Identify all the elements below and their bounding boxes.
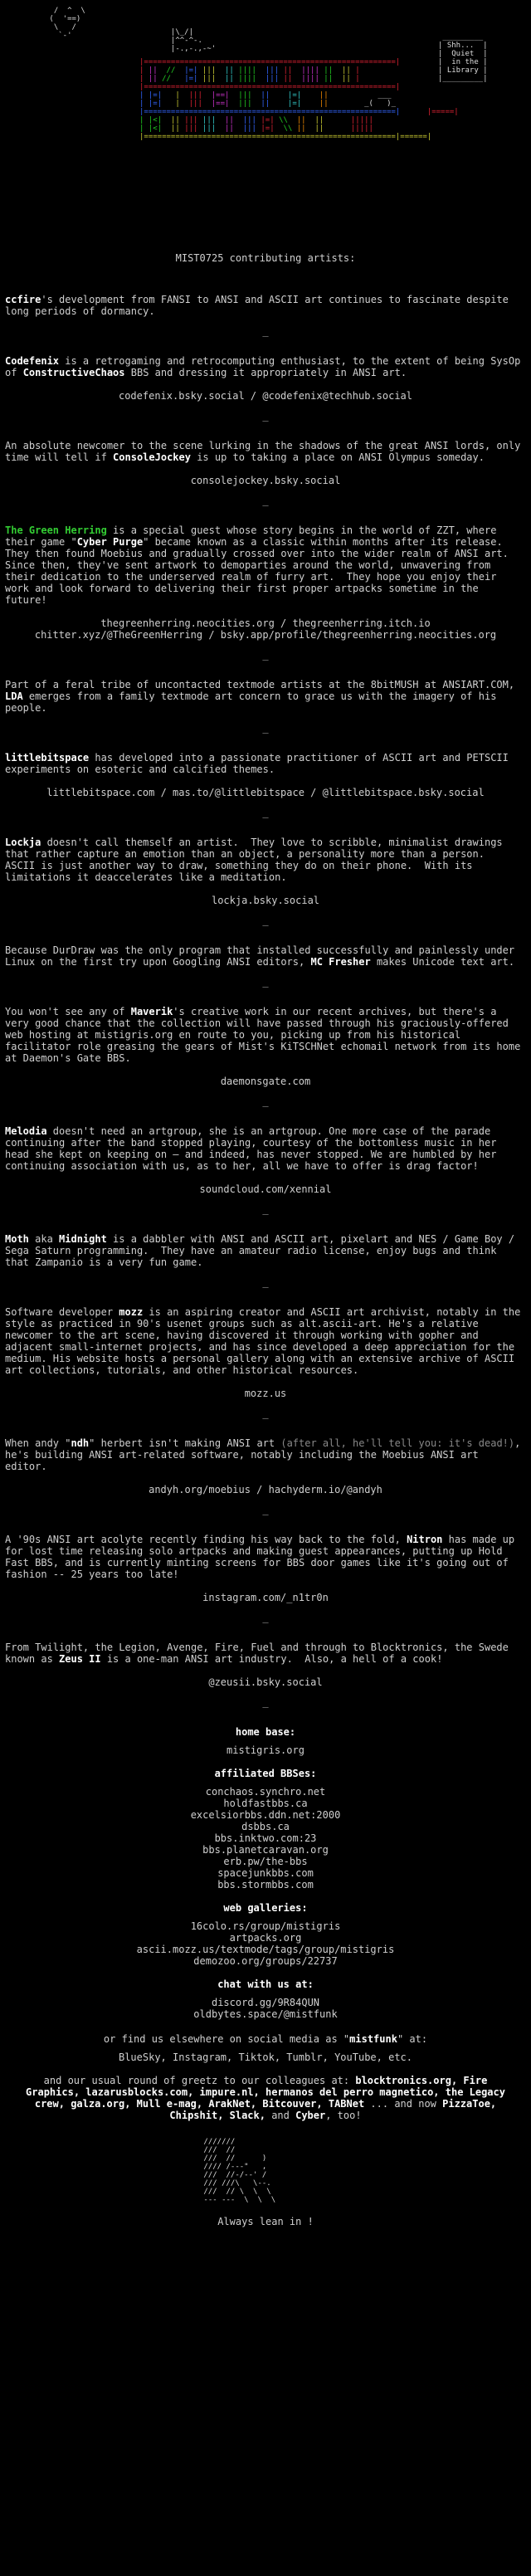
separator: — xyxy=(262,1701,269,1713)
bio-text: doesn't need an artgroup, she is an artgroup. One more case of the parade continuing after the band stopped playing, courtesy of the bottomless music in her head she kept on keeping on — and indeed, has never stopped. We are humbled by her continuing association with us, as to her, all we have to offer is drag factor! xyxy=(5,1125,503,1172)
social-line: or find us elsewhere on social media as "mistfunk" at: xyxy=(103,2033,428,2045)
link-item[interactable]: 16colo.rs/group/mistigris xyxy=(190,1920,341,1932)
home-heading: home base: xyxy=(235,1726,296,1738)
bio-text: emerges from a family textmode art concern to grace us with the imagery of his people. xyxy=(5,690,503,714)
bio-aside: (after all, he'll tell you: it's dead!) xyxy=(280,1437,515,1449)
artist-bio xyxy=(5,1006,526,1064)
link-item[interactable]: dsbbs.ca xyxy=(241,1821,290,1832)
separator: — xyxy=(262,1617,269,1628)
artist-name: Codefenix xyxy=(5,355,60,367)
artist-alias: Midnight xyxy=(59,1233,107,1245)
chat-list xyxy=(0,1997,531,2020)
bbs-heading: affiliated BBSes: xyxy=(214,1768,317,1779)
artist-links xyxy=(5,475,526,486)
bio-text: is a one-man ANSI art industry. Also, a hell of a cook! xyxy=(100,1653,443,1665)
bio-text: is a special guest whose story begins in the world of ZZT, where their game " xyxy=(5,524,503,548)
bio-text: doesn't call themself an artist. They love to scribble, minimalist drawings that rather capture an emotion than an object, a personality more than a person. ASCII is just another way to draw, something they do on their phone. With its limitations it deaccelerates like a meditation. xyxy=(5,837,509,883)
artist-links xyxy=(5,787,526,798)
game-name: Cyber Purge xyxy=(76,536,144,548)
gallery-list xyxy=(0,1920,531,1967)
artist-name: ConsoleJockey xyxy=(113,451,191,463)
artist-name: MC Fresher xyxy=(310,956,371,968)
link-item[interactable]: holdfastbbs.ca xyxy=(223,1798,308,1809)
artist-links xyxy=(5,1484,526,1495)
artist-links xyxy=(5,617,526,641)
artist-bio xyxy=(5,1534,526,1580)
artist-bio xyxy=(5,524,526,606)
artist-bio xyxy=(5,1233,526,1268)
artist-bio xyxy=(5,1437,526,1472)
separator: — xyxy=(262,920,269,931)
artist-name: ndh xyxy=(71,1437,90,1449)
artist-links xyxy=(5,1676,526,1688)
bio-text: " became known as a classic within months after its release. They then found Moebius and gradually crossed over into the wider realm of ANSI art. Since then, they've sent artwork to demoparties around the world, unwavering from their dedication to the underserved realm of furry art. They hope you enjoy their work and look forward to delivering their first proper artpacks sometime in the future! xyxy=(5,536,521,606)
separator: — xyxy=(262,500,269,511)
artist-name: Zeus II xyxy=(59,1653,101,1665)
bio-text: , he's building ANSI art-related software, notably including the Moebius ANSI art editor. xyxy=(5,1437,527,1472)
artist-bio xyxy=(5,837,526,883)
separator: — xyxy=(262,654,269,666)
artist-bio xyxy=(5,355,526,378)
link-item[interactable]: bbs.planetcaravan.org xyxy=(202,1844,329,1856)
separator: — xyxy=(262,1208,269,1220)
artist-link[interactable]: thegreenherring.neocities.org / thegreenherring.itch.io xyxy=(100,617,431,629)
owl-art: / ^ \ ( '==) \ / `-' xyxy=(49,7,85,40)
artist-bio xyxy=(5,1306,526,1376)
artist-name: LDA xyxy=(5,690,23,702)
link-item[interactable]: erb.pw/the-bbs xyxy=(223,1856,308,1867)
artist-name: Moth xyxy=(5,1233,29,1245)
artist-links xyxy=(5,895,526,906)
link-item[interactable]: spacejunkbbs.com xyxy=(217,1867,314,1879)
link-item[interactable]: discord.gg/9R84QUN xyxy=(211,1997,320,2008)
separator: — xyxy=(262,1509,269,1520)
bio-text: has developed into a passionate practitioner of ASCII art and PETSCII experiments on esoteric and calcified themes. xyxy=(5,752,515,775)
bio-text: is an aspiring creator and ASCII art archivist, notably in the style as practiced in 90's usenet groups such as alt.ascii-art. He's a relative newcomer to the art scene, having discovered it through working with gopher and adjacent small-internet projects, and has since developed a deep appreciation for the medium. His website hosts a personal gallery along with an extensive archive of ASCII art collections, tutorials, and other historical resources. xyxy=(5,1306,527,1376)
artist-link[interactable]: consolejockey.bsky.social xyxy=(190,475,341,486)
artist-link[interactable]: andyh.org/moebius / hachyderm.io/@andyh xyxy=(149,1484,382,1495)
chat-heading: chat with us at: xyxy=(217,1978,314,1990)
link-item[interactable]: oldbytes.space/@mistfunk xyxy=(193,2008,338,2020)
link-item[interactable]: excelsiorbbs.ddn.net:2000 xyxy=(190,1809,341,1821)
artist-bio xyxy=(5,1642,526,1665)
bio-text: " herbert isn't making ANSI art xyxy=(89,1437,281,1449)
separator: — xyxy=(262,727,269,739)
artist-links xyxy=(5,1076,526,1087)
artist-bio xyxy=(5,944,526,968)
artist-links xyxy=(5,1183,526,1195)
artist-bio xyxy=(5,679,526,714)
bio-text: is a dabbler with ANSI and ASCII art, pixelart and NES / Game Boy / Sega Saturn programming. They have an amateur radio license, enjoy bugs and think that Zampanio is a very fun game. xyxy=(5,1233,521,1268)
bio-text: Part of a feral tribe of uncontacted textmode artists at the 8bitMUSH at ANSIART.COM, xyxy=(5,679,521,690)
artist-bio xyxy=(5,440,526,463)
header xyxy=(0,0,531,249)
link-item[interactable]: artpacks.org xyxy=(229,1932,302,1944)
bio-text: An absolute newcomer to the scene lurking in the shadows of the great ANSI lords, only time will tell if xyxy=(5,440,527,463)
artist-bio xyxy=(5,294,526,317)
artist-link[interactable]: littlebitspace.com / mas.to/@littlebitspace / @littlebitspace.bsky.social xyxy=(46,787,485,798)
artist-name: The Green Herring xyxy=(5,524,107,536)
separator: — xyxy=(262,981,269,993)
artist-bio xyxy=(5,752,526,775)
separator: — xyxy=(262,1281,269,1293)
bio-text: You won't see any of xyxy=(5,1006,131,1017)
footer-art: /////// /// // /// // ) //// /---" , /// //-/--' / /// ///\ \--. /// // \ \ \ --- --- \ \ \ xyxy=(203,2138,276,2204)
cat-art: |\_/| |^^-^-. |-.,-.,-~' xyxy=(170,28,217,53)
artist-name: Nitron xyxy=(407,1534,443,1545)
separator: — xyxy=(262,1412,269,1424)
link-item[interactable]: conchaos.synchro.net xyxy=(205,1786,326,1798)
bio-text: has made up for lost time releasing solo artpacks and making guest appearances, putting up Hold Fast BBS, and is currently minting screens for BBS door games like it's going out of fashion -- 25 years too late! xyxy=(5,1534,521,1580)
artist-link[interactable]: @zeusii.bsky.social xyxy=(208,1676,323,1688)
bio-text: makes Unicode text art. xyxy=(370,956,515,968)
bio-text: aka xyxy=(28,1233,60,1245)
footer-tagline: Always lean in ! xyxy=(217,2216,314,2227)
bio-text: is a retrogaming and retrocomputing enthusiast, to the extent of being SysOp of xyxy=(5,355,527,378)
bio-text: 's development from FANSI to ANSI and ASCII art continues to fascinate despite long periods of dormancy. xyxy=(5,294,515,317)
bbs-list xyxy=(0,1786,531,1891)
artist-name: Maverik xyxy=(130,1006,173,1017)
artist-name: Melodia xyxy=(5,1125,47,1137)
artist-links xyxy=(5,390,526,402)
separator: — xyxy=(262,415,269,427)
artist-link[interactable]: soundcloud.com/xennial xyxy=(199,1183,332,1195)
home-url[interactable]: mistigris.org xyxy=(227,1744,304,1756)
bio-text: When andy " xyxy=(5,1437,71,1449)
greetz: and our usual round of greetz to our colleagues at: blocktronics.org, Fire Graphics, lazarusblocks.com, impure.nl, hermanos del perro magnetico, the Legacy crew, galza.org, Mull e-mag, ArakNet, Bitcouver, TABNet ... and now PizzaToe, Chipshit, Slack, and Cyber, too! xyxy=(26,2075,505,2121)
bookshelf-art: |========================================================| | || // |=| ||| || |||| ||| || |||| || || | | || // |=| ||| || |||| ||| || |||| || || | |========================================================| | |=| | ||| |==| ||| || |=| || ___ | |=| | ||| |==| ||| || |=| || _( )_ |========================================================| |=====| | |<| || ||| ||| || ||| |=| \\ || || ||||| | |<| || ||| ||| || ||| |=| \\ || || ||||| |========================================================|======| xyxy=(139,58,459,141)
intro-text: MIST0725 contributing artists: xyxy=(175,252,356,264)
link-item[interactable]: ascii.mozz.us/textmode/tags/group/mistigris xyxy=(136,1944,395,1955)
separator: — xyxy=(262,812,269,823)
link-item[interactable]: demozoo.org/groups/22737 xyxy=(193,1955,338,1967)
artist-link[interactable]: codefenix.bsky.social / @codefenix@techhub.social xyxy=(118,390,412,402)
artist-link[interactable]: chitter.xyz/@TheGreenHerring / bsky.app/profile/thegreenherring.neocities.org xyxy=(34,629,497,641)
artist-link[interactable]: lockja.bsky.social xyxy=(211,895,320,906)
gallery-heading: web galleries: xyxy=(223,1902,308,1914)
artist-name: Lockja xyxy=(5,837,41,848)
bio-text: BBS and dressing it appropriately in ANSI art. xyxy=(124,367,407,378)
artist-link[interactable]: mozz.us xyxy=(244,1388,287,1399)
library-sign-art: _________ | Shh... | | Quiet | | in the | | Library | |_________| xyxy=(438,33,488,83)
bio-text: From Twilight, the Legion, Avenge, Fire, Fuel and through to Blocktronics, the Swede known as xyxy=(5,1642,515,1665)
artist-name: littlebitspace xyxy=(5,752,90,764)
separator: — xyxy=(262,1100,269,1112)
link-item[interactable]: bbs.stormbbs.com xyxy=(217,1879,314,1891)
artist-bio xyxy=(5,1125,526,1172)
separator: — xyxy=(262,330,269,342)
artist-list xyxy=(0,294,531,1713)
bio-text: 's creative work in our recent archives, but there's a very good chance that the collection will have passed through his graciously-offered web hosting at mistigris.org en route to you, picking up from his historical facilitator role greasing the gears of Mist's KiTSCHNet echomail network from its home at Daemon's Gate BBS. xyxy=(5,1006,527,1064)
artist-link[interactable]: instagram.com/_n1tr0n xyxy=(202,1592,329,1603)
link-item[interactable]: bbs.inktwo.com:23 xyxy=(214,1832,317,1844)
bio-text: Software developer xyxy=(5,1306,119,1318)
social-list: BlueSky, Instagram, Tiktok, Tumblr, YouTube, etc. xyxy=(118,2052,412,2063)
artist-link[interactable]: daemonsgate.com xyxy=(220,1076,311,1087)
artist-links xyxy=(5,1592,526,1603)
artist-name: mozz xyxy=(119,1306,144,1318)
artist-name: ccfire xyxy=(5,294,41,305)
artist-links xyxy=(5,1388,526,1399)
bio-text: A '90s ANSI art acolyte recently finding his way back to the fold, xyxy=(5,1534,407,1545)
bbs-name: ConstructiveChaos xyxy=(22,367,125,378)
bio-text: Because DurDraw was the only program that installed successfully and painlessly under Linux on the first try upon Googling ANSI editors, xyxy=(5,944,521,968)
bio-text: is up to taking a place on ANSI Olympus someday. xyxy=(190,451,485,463)
